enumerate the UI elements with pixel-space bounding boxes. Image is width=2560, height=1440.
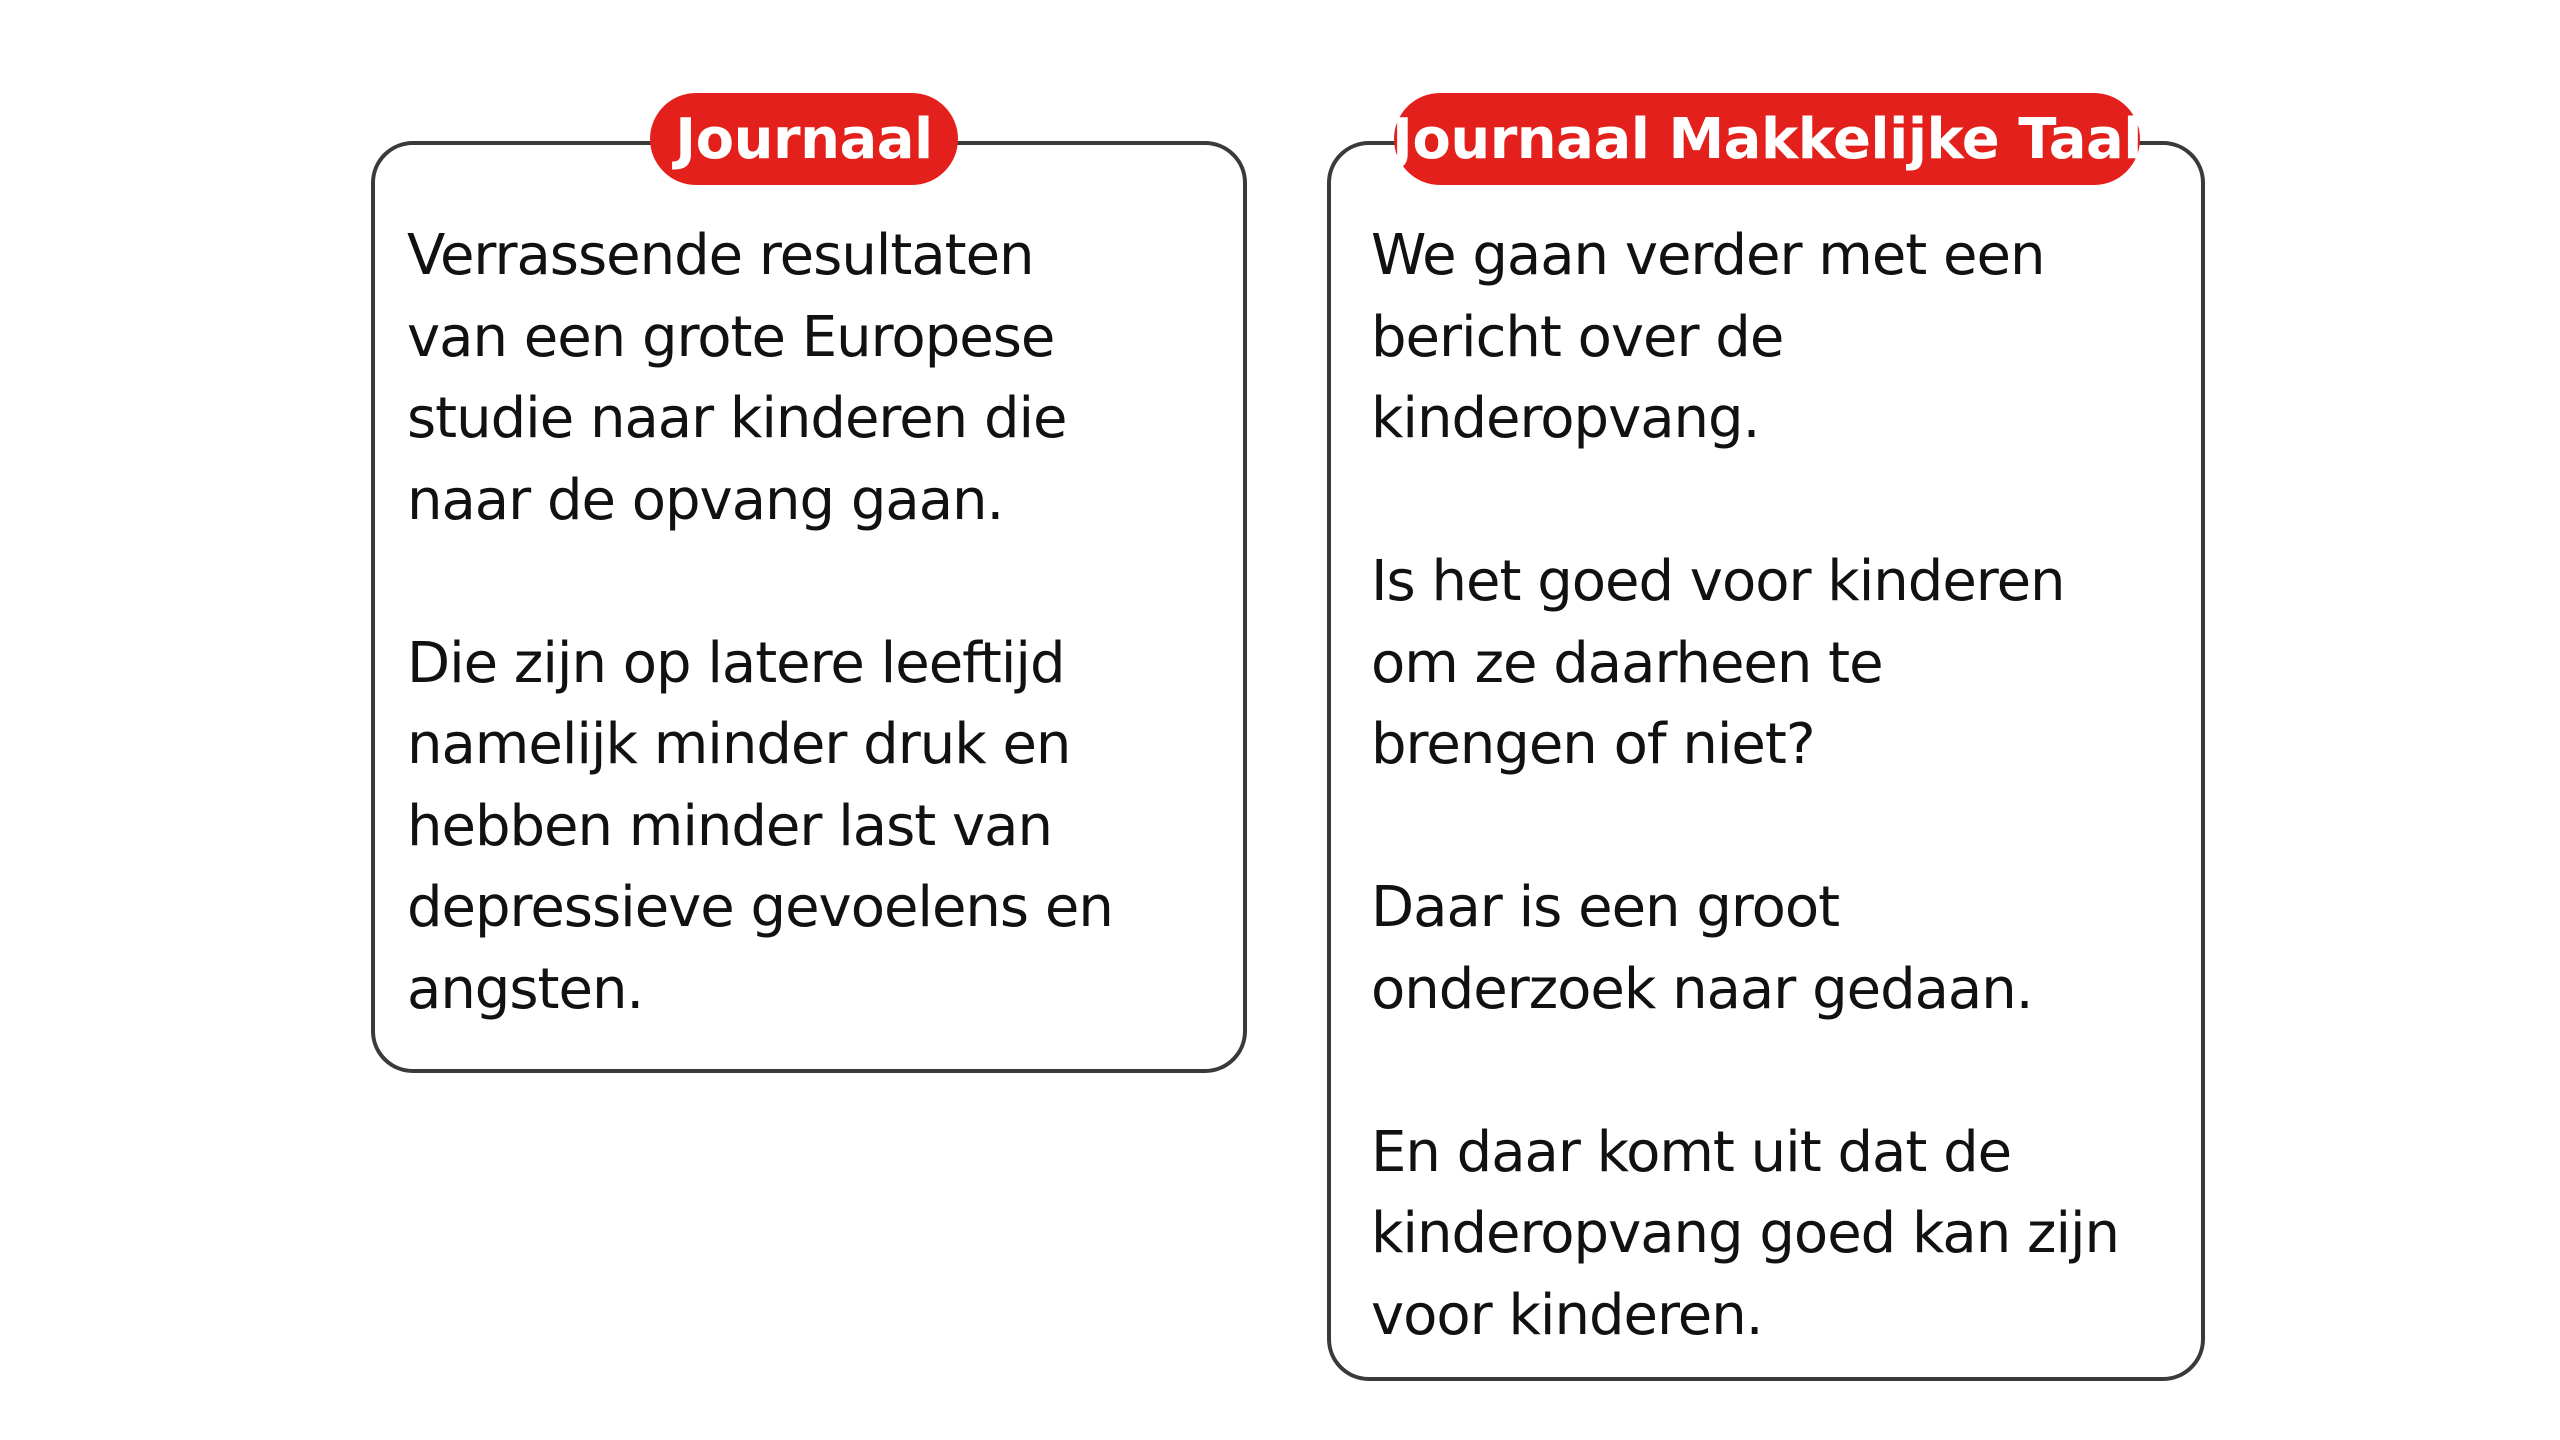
journaal-title-badge: [650, 93, 958, 185]
text-line: kinderopvang goed kan zijn: [1371, 1201, 2120, 1266]
makkelijke-taal-paragraph-1: [1371, 215, 2181, 460]
text-line: Verrassende resultaten: [407, 223, 1034, 288]
journaal-paragraph-1: [407, 215, 1223, 541]
journaal-body: [407, 215, 1223, 1112]
text-line: Is het goed voor kinderen: [1371, 549, 2065, 614]
text-line: We gaan verder met een: [1371, 223, 2045, 288]
journaal-makkelijke-taal-title: Journaal Makkelijke Taal: [1392, 106, 2142, 172]
text-line: van een grote Europese: [407, 304, 1055, 370]
text-line: hebben minder last van: [407, 793, 1052, 859]
text-line: voor kinderen.: [1371, 1282, 1763, 1348]
journaal-makkelijke-taal-title-badge: [1394, 93, 2140, 185]
text-line: om ze daarheen te: [1371, 630, 1883, 696]
text-line: naar de opvang gaan.: [407, 467, 1004, 533]
text-line: En daar komt uit dat de: [1371, 1119, 2012, 1185]
journaal-makkelijke-taal-card: [1327, 106, 2205, 1381]
journaal-makkelijke-taal-body: [1371, 215, 2181, 1438]
text-line: brengen of niet?: [1371, 712, 1815, 777]
text-line: onderzoek naar gedaan.: [1371, 956, 2033, 1022]
text-line: bericht over de: [1371, 304, 1784, 370]
text-line: angsten.: [407, 956, 644, 1022]
makkelijke-taal-paragraph-4: [1371, 1112, 2181, 1357]
text-line: studie naar kinderen die: [407, 386, 1067, 451]
text-line: namelijk minder druk en: [407, 712, 1071, 777]
journaal-title: Journaal: [675, 106, 933, 172]
text-line: kinderopvang.: [1371, 386, 1760, 451]
text-line: depressieve gevoelens en: [407, 875, 1113, 940]
makkelijke-taal-paragraph-3: [1371, 867, 2181, 1030]
text-line: Daar is een groot: [1371, 875, 1840, 940]
text-line: Die zijn op latere leeftijd: [407, 630, 1065, 696]
journaal-paragraph-2: [407, 623, 1223, 1031]
journaal-card: [371, 106, 1247, 1073]
makkelijke-taal-paragraph-2: [1371, 541, 2181, 786]
